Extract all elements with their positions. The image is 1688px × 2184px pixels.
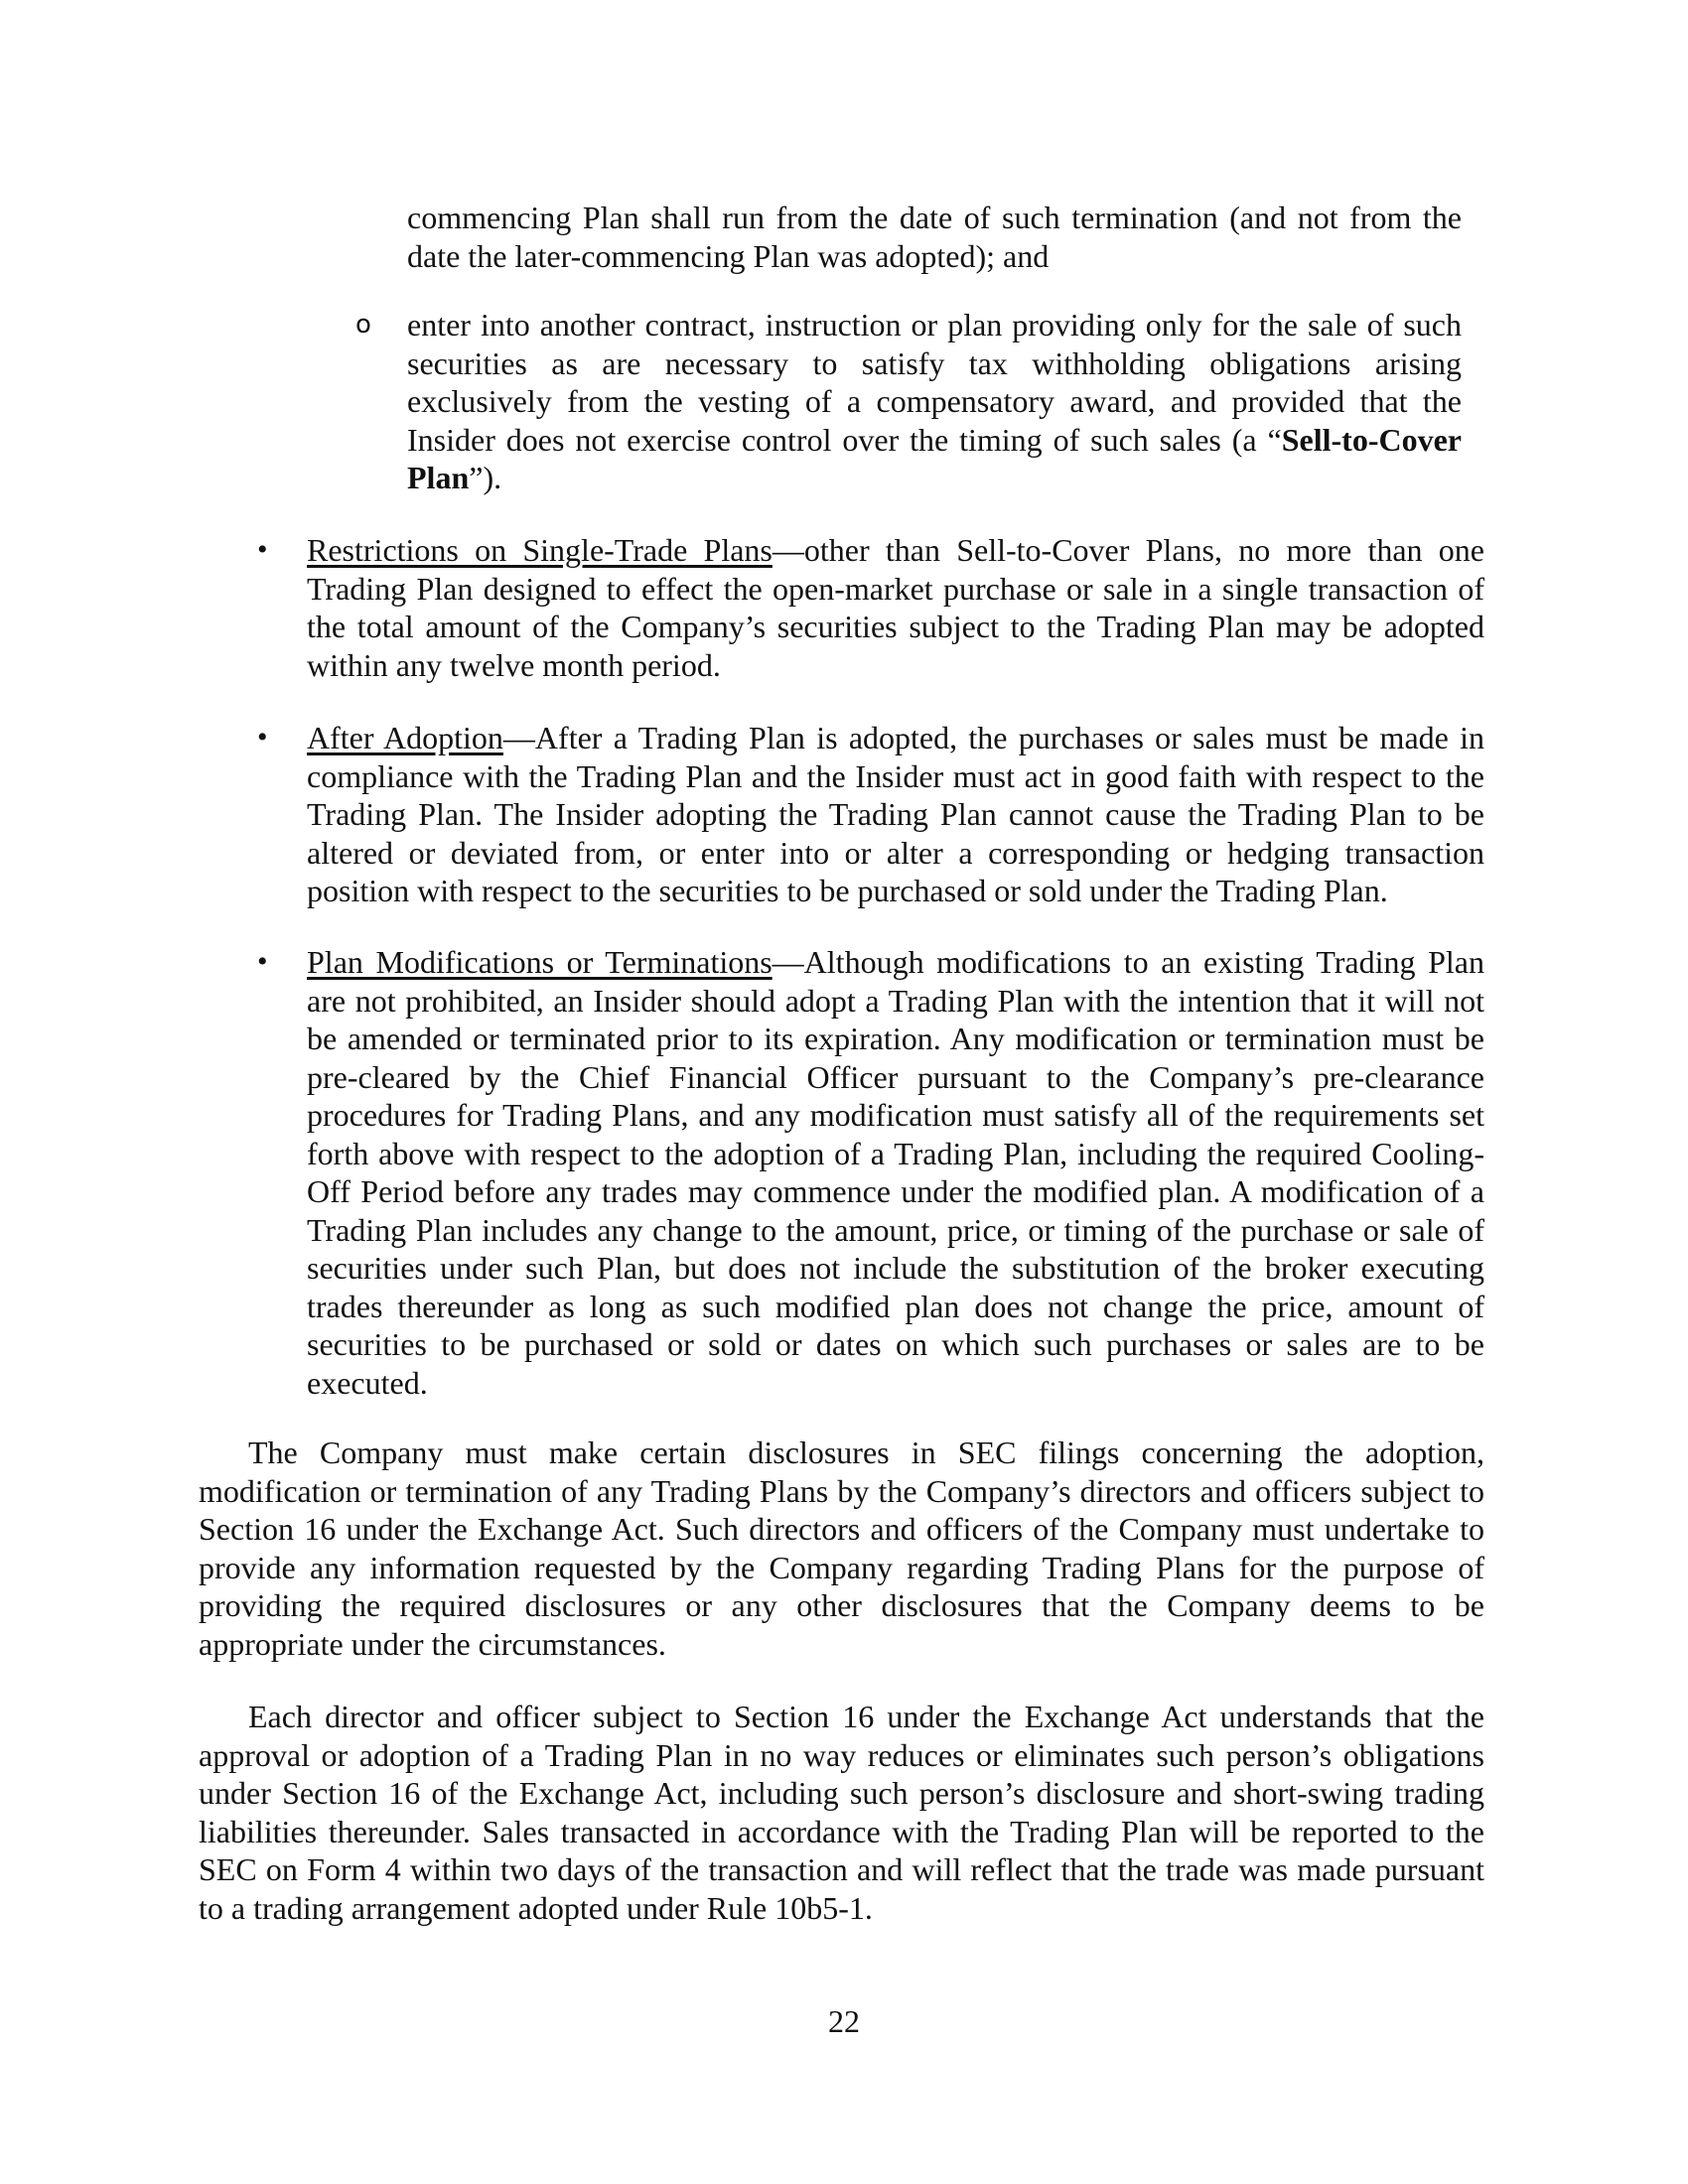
bullet-heading: Restrictions on Single-Trade Plans <box>307 532 773 568</box>
sub-bullet-text: enter into another contract, instruction or plan providing only for the sale of such securities as are necessary to satisfy tax withholding obligations arising exclusively from the vesting of a compensatory award, and provided that the Insider does not exercise control over the timing of such sales (a “ <box>407 307 1462 458</box>
body-paragraph: The Company must make certain disclosures in SEC filings concerning the adoption, modification or termination of any Trading Plans by the Company’s directors and officers subject to Section 16 under the Exchange Act. Such directors and officers of the Company must undertake to provide any information requested by the Company regarding Trading Plans for the purpose of providing the required disclosures or any other disclosures that the Company deems to be appropriate under the circumstances. <box>199 1434 1484 1662</box>
bullet-marker: • <box>257 945 268 978</box>
bullet-item <box>257 719 1485 910</box>
bullet-heading: Plan Modifications or Terminations <box>307 944 773 980</box>
bullet-text: —After a Trading Plan is adopted, the purchases or sales must be made in compliance with the Trading Plan and the Insider must act in good faith with respect to the Trading Plan. The Insider adopting the Trading Plan cannot cause the Trading Plan to be altered or deviated from, or enter into or alter a corresponding or hedging transaction position with respect to the securities to be purchased or sold under the Trading Plan. <box>307 720 1485 908</box>
bullet-item <box>257 531 1485 684</box>
bullet-text: —other than Sell-to-Cover Plans, no more than one Trading Plan designed to effect the open-market purchase or sale in a single transaction of the total amount of the Company’s securities subject to the Trading Plan may be adopted within any twelve month period. <box>307 532 1485 683</box>
bullet-text: —Although modifications to an existing Trading Plan are not prohibited, an Insider should adopt a Trading Plan with the intention that it will not be amended or terminated prior to its expiration. Any modification or termination must be pre-cleared by the Chief Financial Officer pursuant to the Company’s pre-clearance procedures for Trading Plans, and any modification must satisfy all of the requirements set forth above with respect to the adoption of a Trading Plan, including the required Cooling-Off Period before any trades may commence under the modified plan. A modification of a Trading Plan includes any change to the amount, price, or timing of the purchase or sale of securities under such Plan, but does not include the substitution of the broker executing trades thereunder as long as such modified plan does not change the price, amount of securities to be purchased or sold or dates on which such purchases or sales are to be executed. <box>307 944 1484 1401</box>
sub-bullet-item <box>355 306 1462 497</box>
sub-bullet-text-end: ”). <box>469 460 502 495</box>
bullet-marker: • <box>257 533 268 566</box>
sub-bullet-marker: o <box>355 310 371 340</box>
body-paragraph: Each director and officer subject to Section 16 under the Exchange Act understands that the approval or adoption of a Trading Plan in no way reduces or eliminates such person’s obligations under Section 16 of the Exchange Act, including such person’s disclosure and short-swing trading liabilities thereunder. Sales transacted in accordance with the Trading Plan will be reported to the SEC on Form 4 within two days of the transaction and will reflect that the trade was made pursuant to a trading arrangement adopted under Rule 10b5-1. <box>199 1699 1484 1926</box>
bullet-marker: • <box>257 721 268 753</box>
continuation-text: commencing Plan shall run from the date of such termination (and not from the date the later-commencing Plan was adopted); and <box>407 200 1462 274</box>
bullet-heading: After Adoption <box>307 720 503 755</box>
page-number: 22 <box>828 2003 860 2039</box>
bullet-item <box>257 943 1484 1402</box>
sell-to-cover-term: Sell-to-Cover Plan <box>407 421 1462 495</box>
